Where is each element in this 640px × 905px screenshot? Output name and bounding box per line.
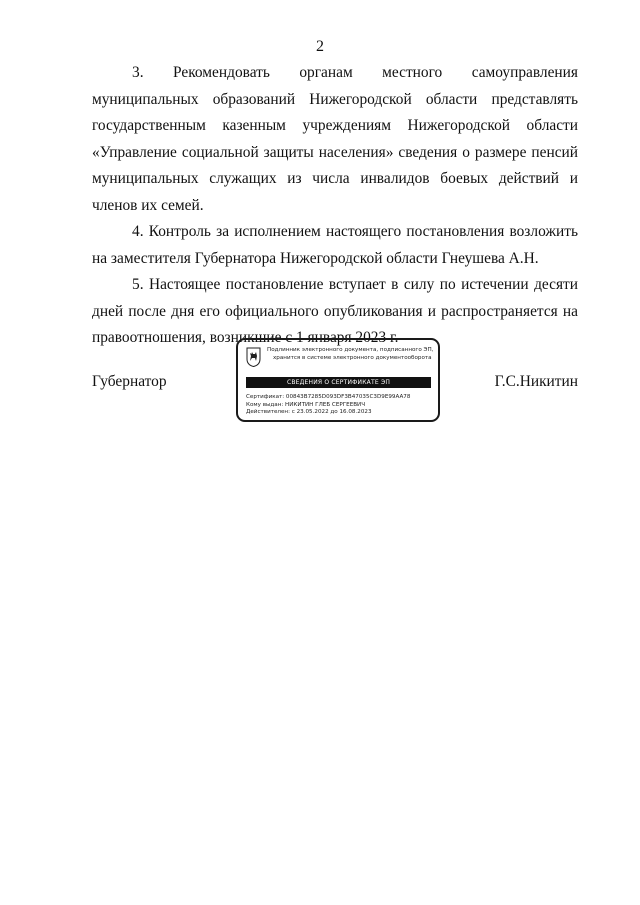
document-body bbox=[92, 60, 578, 352]
signatory-name: Г.С.Никитин bbox=[494, 373, 578, 390]
signatory-position: Губернатор bbox=[92, 373, 167, 390]
paragraph-5: 5. Настоящее постановление вступает в силу по истечении десяти дней после дня его официального опубликования и распространяется на правоотношения, возникшие с 1 января 2023 г. bbox=[92, 276, 578, 346]
paragraph-4: 4. Контроль за исполнением настоящего постановления возложить на заместителя Губернатора Нижегородской области Гнеушева А.Н. bbox=[92, 223, 578, 267]
certificate-validity: Действителен: с 23.05.2022 до 16.08.2023 bbox=[246, 409, 372, 416]
deer-emblem-icon bbox=[246, 347, 261, 367]
stamp-note-line-2: хранится в системе электронного документооборота bbox=[273, 354, 432, 361]
certificate-banner: СВЕДЕНИЯ О СЕРТИФИКАТЕ ЭП bbox=[246, 377, 431, 388]
certificate-owner: Кому выдан: НИКИТИН ГЛЕБ СЕРГЕЕВИЧ bbox=[246, 401, 366, 408]
electronic-signature-stamp bbox=[236, 338, 440, 422]
paragraph-3: 3. Рекомендовать органам местного самоуправления муниципальных образований Нижегородской области представлять государственным казенным учреждениям Нижегородской области «Управление социальной защиты населения» сведения о размере пенсий муниципальных служащих из числа инвалидов боевых действий и членов их семей. bbox=[92, 64, 578, 214]
signature-block bbox=[92, 336, 578, 428]
certificate-details bbox=[246, 394, 436, 417]
certificate-number: Сертификат: 00843B7285D093DF3B47035C3D9E99AA78 bbox=[246, 394, 411, 400]
page-number: 2 bbox=[316, 38, 324, 55]
stamp-note-line-1: Подлинник электронного документа, подписанного ЭП, bbox=[267, 347, 434, 353]
stamp-note bbox=[267, 347, 437, 362]
